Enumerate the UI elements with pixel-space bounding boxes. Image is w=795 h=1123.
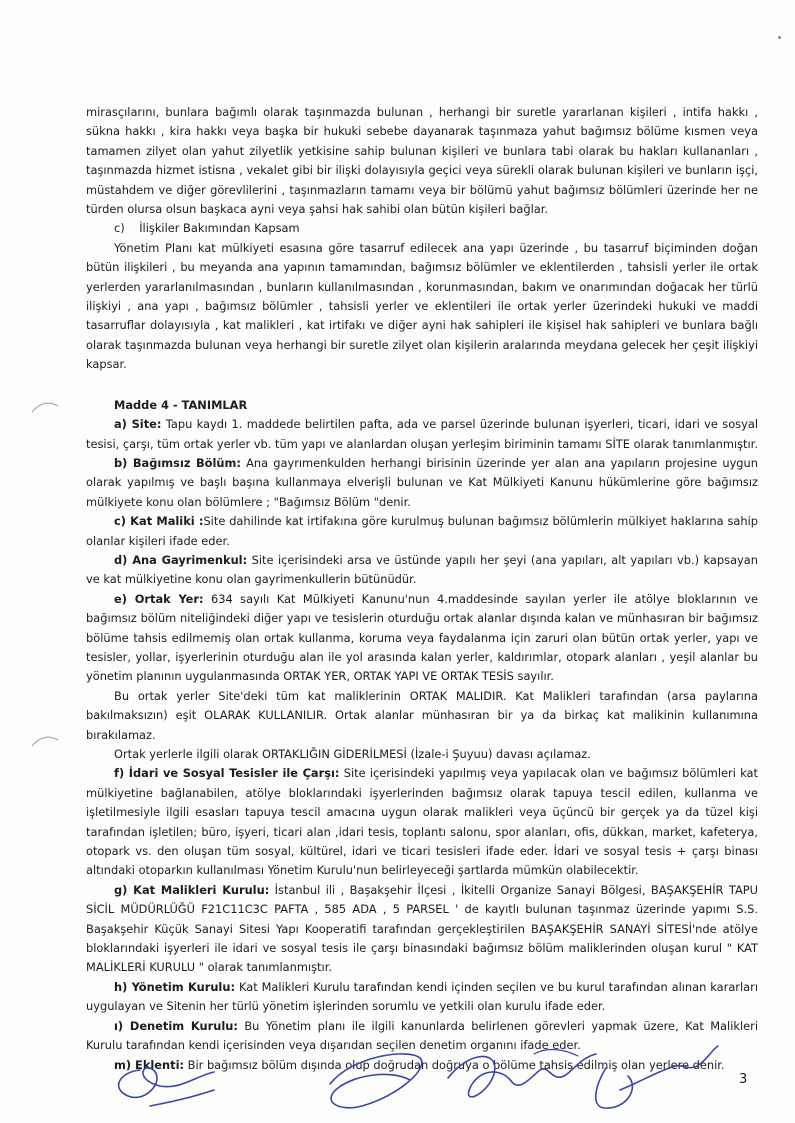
definition-term: c) Kat Maliki :	[114, 514, 204, 529]
definition-text: Bir bağımsız bölüm dışında olup doğrudan doğruya o bölüme tahsis edilmiş olan yerlere denir.	[184, 1057, 725, 1072]
ortak-yer-note: Bu ortak yerler Site'deki tüm kat maliklerinin ORTAK MALIDIR. Kat Malikleri tarafından (arsa paylarına bakılmaksızın) eşit OLARAK KULLANILIR. Ortak alanlar münhasıran bir ya da birkaç kat malikinin kullanımına bırakılamaz.	[86, 688, 758, 742]
definition-bagimsiz-bolum	[86, 454, 758, 512]
hole-punch-mark-top	[30, 398, 60, 414]
definition-kat-malikleri-kurulu	[86, 881, 758, 978]
spacer	[86, 375, 758, 396]
definition-site	[86, 415, 758, 454]
definition-ortak-yer	[86, 590, 758, 687]
hole-punch-mark-bottom	[30, 732, 60, 748]
section-c-title: c) İlişkiler Bakımından Kapsam	[114, 221, 300, 236]
definition-term: g) Kat Malikleri Kurulu:	[114, 882, 270, 897]
signatures	[0, 1010, 795, 1123]
definition-term: b) Bağımsız Bölüm:	[114, 455, 241, 470]
definition-text: İstanbul ili , Başakşehir İlçesi , İkitelli Organize Sanayi Bölgesi, BAŞAKŞEHİR TAPU SİCİL MÜDÜRLÜĞÜ F21C11C3C PAFTA , 585 ADA , 5 PARSEL ' de kayıtlı bulunan taşınmaz üzerinde yapımı S.S. Başakşehir Küçük Sanayi Sitesi Yapı Kooperatifi tarafından gerçekleştirilen BAŞAKŞEHİR SANAYİ SİTESİ'nde atölye bloklarındaki işyerleri ile idari ve sosyal tesis ile çarşı binasındaki bağımsız bölüm maliklerinden oluşan kurul " KAT MALİKLERİ KURULU " olarak tanımlanmıştır.	[86, 882, 758, 975]
signature-1	[119, 1068, 214, 1106]
izale-i-suyuu-note: Ortak yerlerle ilgili olarak ORTAKLIĞIN GİDERİLMESİ (İzale-i Şuyuu) davası açılamaz.	[114, 747, 591, 761]
definition-text: Site içerisindeki yapılmış veya yapılacak olan ve bağımsız bölümleri kat mülkiyetine bağlanabilen, atölye bloklarındaki işyerlerinden bağımsız olarak tapuya tescil edilen, kullanma ve işletilmesiyle ilgili esasları tapuya tescil amacına uygun olarak malikleri veya üçüncü bir gerçek ya da tüzel kişi tarafından işletilen; büro, işyeri, ticari alan ,idari tesis, toplantı salonu, spor alanları, ofis, dükkan, market, kafeterya, otopark vs. den oluşan tüm sosyal, kültürel, idari ve ticari tesisleri ifade eder. İdari ve sosyal tesis + çarşı binası altındaki otoparkın kullanılması Yönetim Kurulu'nun belirleyeceği şartlarda mümkün olabilecektir.	[86, 766, 758, 878]
madde-4-heading: Madde 4 - TANIMLAR	[114, 397, 248, 412]
definition-idari-sosyal-tesisler	[86, 764, 758, 880]
definition-term: d) Ana Gayrimenkul:	[114, 552, 248, 567]
definition-term: a) Site:	[114, 417, 162, 432]
definition-text: 634 sayılı Kat Mülkiyeti Kanunu'nun 4.maddesinde sayılan yerler ile atölye bloklarının ve bağımsız bölüm niteliğindeki diğer yapı ve tesislerin oturduğu ortak alanlar dışında kalan ve münhasıran bir bağımsız bölüme tahsis edilmemiş olan ortak kullanma, koruma veya faydalanma için zaruri olan bütün ortak yerler, yapı ve tesisler, yollar, işyerlerinin oturduğu alan ile yol arasında kalan yerler, kaldırımlar, otopark alanları , yeşil alanlar bu yönetim planının uygulanmasında ORTAK YER, ORTAK YAPI VE ORTAK TESİS sayılır.	[86, 591, 758, 684]
definition-text: Kat Malikleri Kurulu tarafından kendi içinden seçilen ve bu kurul tarafından alınan kararları uygulayan ve Sitenin her türlü yönetim işlerinden sorumlu ve yetkili olan kurulu ifade eder.	[86, 979, 758, 1014]
page-number: 3	[739, 1072, 748, 1087]
signature-2	[330, 1054, 422, 1108]
document-body	[86, 103, 758, 1075]
definition-term: e) Ortak Yer:	[114, 591, 204, 606]
definition-term: h) Yönetim Kurulu:	[114, 979, 235, 994]
definition-kat-maliki	[86, 512, 758, 551]
definition-text: Tapu kaydı 1. maddede belirtilen pafta, ada ve parsel üzerinde bulunan işyerleri, ticari, idari ve sosyal tesisi, çarşı, tüm ortak yerler vb. tüm yapı ve alanlardan oluşan yerleşim biriminin tamamı SİTE olarak tanımlanmıştır.	[86, 417, 758, 451]
definition-term: m) Eklenti:	[114, 1057, 185, 1072]
definition-text: Site içerisindeki arsa ve üstünde yapılı her şeyi (ana yapıları, alt yapıları vb.) kapsayan ve kat mülkiyetine konu olan gayrimenkullerin bütünüdür.	[86, 552, 758, 587]
definition-ana-gayrimenkul	[86, 551, 758, 590]
signature-4	[596, 1046, 718, 1108]
definition-term: ı) Denetim Kurulu:	[114, 1018, 238, 1033]
intro-paragraph: mirasçılarını, bunlara bağımlı olarak taşınmazda bulunan , herhangi bir suretle yararlanan kişileri , intifa hakkı , sükna hakkı , kira hakkı veya başka bir hukuki sebebe dayanarak taşınmaza yahut bağımsız bölüme kısmen veya tamamen zilyet olan yahut zilyetlik yetkisine sahip bulunan kişileri ve bunlara tabi olarak bu hakları kullananları , taşınmazda hizmet istisna , vekalet gibi bir ilişki dolayısıyla geçici veya sürekli olarak bulunan kişileri ve bunların işçi, müstahdem ve diğer görevlilerini , taşınmazların tamamı veya bir bölümü yahut bağımsız bölümleri üzerinde her ne türden olursa olsun başkaca ayni veya şahsi hak sahibi olan bütün kişileri bağlar.	[86, 105, 758, 217]
corner-speck	[778, 36, 781, 39]
signature-3	[448, 1054, 596, 1097]
definition-text: Ana gayrımenkulden herhangi birisinin üzerinde yer alan ana yapıların projesine uygun olarak yapılmış ve başlı başına kullanmaya elverişli bulunan ve Kat Mülkiyeti Kanunu hükümlerine göre bağımsız mülkiyete konu olan bölümlere ; "Bağımsız Bölüm "denir.	[86, 455, 758, 509]
definition-text: Site dahilinde kat irtifakına göre kurulmuş bulunan bağımsız bölümlerin mülkiyet haklarına sahip olanlar kişileri ifade eder.	[86, 514, 758, 548]
section-c-body: Yönetim Planı kat mülkiyeti esasına göre tasarruf edilecek ana yapı üzerinde , bu tasarruf biçiminden doğan bütün ilişkileri , bu meyanda ana yapının tamamından, bağımsız bölümler ve eklentilerden , tahsisli yerler ile ortak yerlerden yararlanılmasından , bunların kullanılmasından , korunmasından, bakım ve onarımından doğacak her türlü ilişkiyi , ana yapı , bağımsız bölümler , tahsisli yerler ve eklentileri ile ortak yerler üzerindeki hukuki ve maddi tasarruflar dolayısıyla , kat malikleri , kat irtifakı ve diğer ayni hak sahipleri ile kişisel hak sahipleri ve bunlara bağlı olarak taşınmazda bulunan veya herhangi bir suretle zilyet olan kişilerin aralarında meydana gelecek her çeşit ilişkiyi kapsar.	[86, 240, 758, 372]
definition-term: f) İdari ve Sosyal Tesisler ile Çarşı:	[114, 766, 340, 781]
definition-text: Bu Yönetim planı ile ilgili kanunlarda belirlenen görevleri yapmak üzere, Kat Malikleri Kurulu tarafından kendi içerisinden veya dışarıdan seçilen denetim organını ifade eder.	[86, 1018, 758, 1053]
